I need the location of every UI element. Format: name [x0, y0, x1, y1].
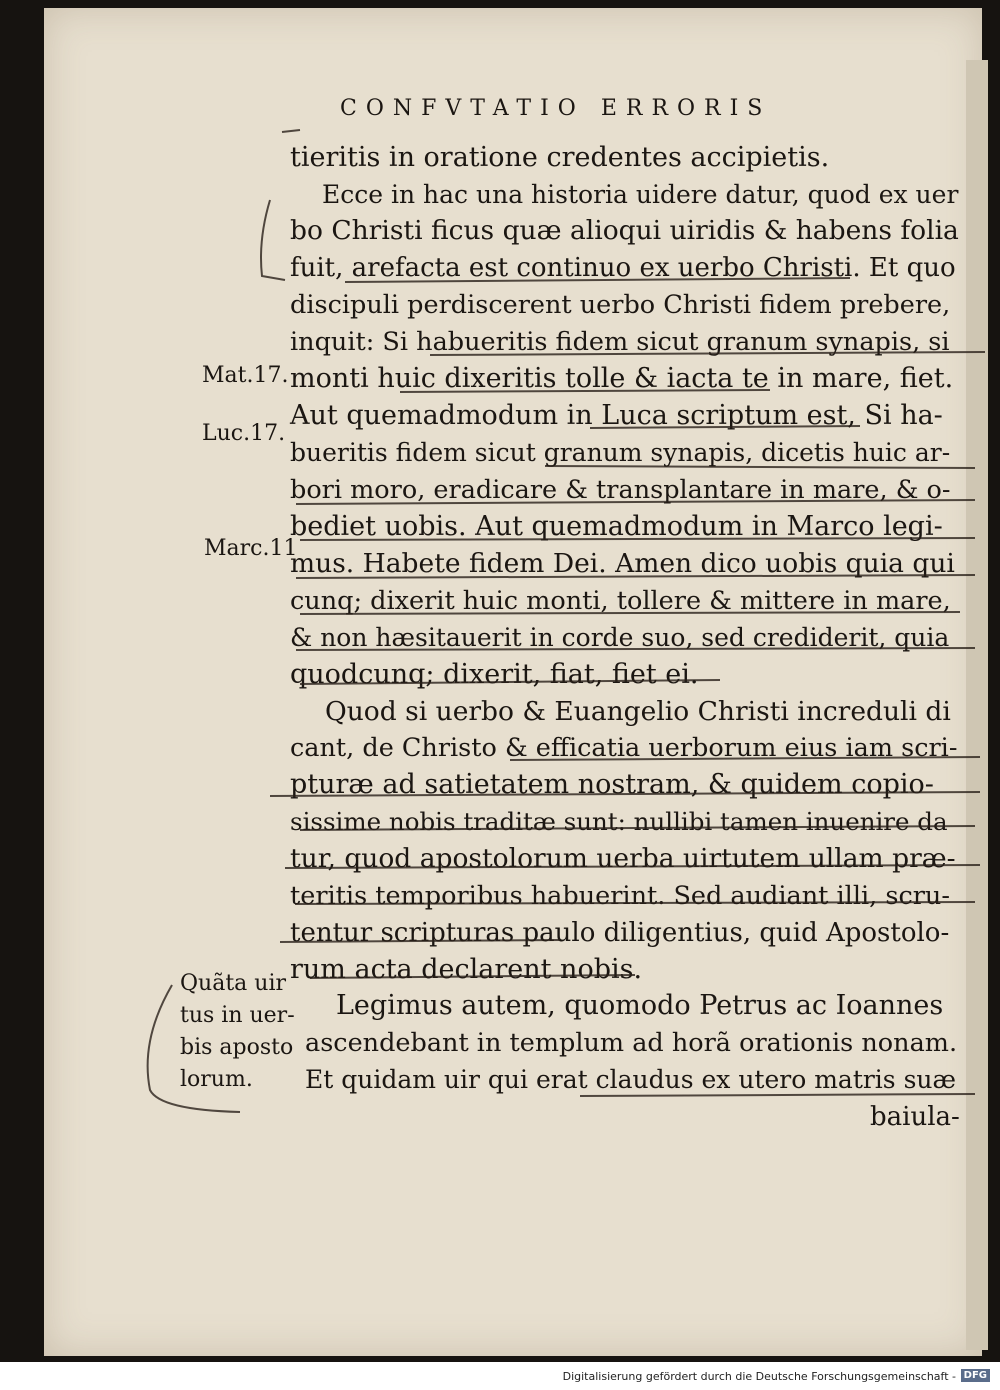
text-line: fuit, arefacta est continuo ex uerbo Christi. Et quo — [290, 253, 956, 283]
text-line: monti huic dixeritis tolle & iacta te in mare, fiet. — [290, 363, 954, 394]
dfg-logo: DFG — [961, 1369, 990, 1382]
text-line: bediet uobis. Aut quemadmodum in Marco legi- — [290, 511, 943, 542]
text-line: discipuli perdiscerent uerbo Christi fidem prebere, — [290, 290, 951, 320]
text-line: quodcunq; dixerit, fiat, fiet ei. — [290, 659, 699, 690]
text-line: & non hæsitauerit in corde suo, sed crediderit, quia — [290, 623, 950, 652]
text-line: inquit: Si habueritis fidem sicut granum synapis, si — [290, 327, 950, 357]
text-line: Et quidam uir qui erat claudus ex utero matris suæ — [305, 1065, 957, 1094]
margin-gloss-line: Quãta uir — [180, 971, 286, 996]
text-line: rum acta declarent nobis. — [290, 954, 643, 985]
text-line: tieritis in oratione credentes accipietis. — [290, 142, 830, 173]
text-line: ascendebant in templum ad horã orationis nonam. — [305, 1028, 958, 1058]
text-line: tur, quod apostolorum uerba uirtutem ullam præ- — [290, 843, 956, 874]
text-line: Aut quemadmodum in Luca scriptum est, Si ha- — [290, 400, 943, 431]
text-line: teritis temporibus habuerint. Sed audiant illi, scru- — [290, 881, 950, 911]
text-line: sissime nobis traditæ sunt: nullibi tamen inuenire da — [290, 807, 948, 836]
catchword: baiula- — [870, 1102, 960, 1132]
ink-bracket — [148, 985, 240, 1112]
text-line: pturæ ad satietatem nostram, & quidem copio- — [290, 769, 934, 800]
text-line: cunq; dixerit huic monti, tollere & mittere in mare, — [290, 586, 951, 616]
text-line: mus. Habete fidem Dei. Amen dico uobis quia qui — [290, 548, 955, 579]
margin-note-marc: Marc.11 — [204, 536, 298, 561]
margin-gloss-line: bis aposto — [180, 1035, 294, 1060]
text-line: Quod si uerbo & Euangelio Christi increduli di — [325, 696, 951, 727]
text-line: bueritis fidem sicut granum synapis, dicetis huic ar- — [290, 438, 951, 467]
text-line: cant, de Christo & efficatia uerborum eius iam scri- — [290, 733, 958, 763]
ink-bracket — [261, 200, 285, 280]
text-line: tentur scripturas paulo diligentius, quid Apostolo- — [290, 918, 950, 948]
margin-gloss-line: tus in uer- — [180, 1003, 295, 1028]
running-title: CONFVTATIO ERRORIS — [340, 96, 772, 121]
margin-note-mat: Mat.17. — [202, 363, 289, 388]
text-line: bori moro, eradicare & transplantare in mare, & o- — [290, 475, 951, 505]
margin-note-luc: Luc.17. — [202, 421, 286, 446]
footer-credit: Digitalisierung gefördert durch die Deutsche Forschungsgemeinschaft - — [562, 1370, 956, 1383]
margin-gloss-line: lorum. — [180, 1067, 253, 1092]
text-line: Legimus autem, quomodo Petrus ac Ioannes — [336, 990, 944, 1021]
text-line: Ecce in hac una historia uidere datur, quod ex uer — [322, 180, 959, 209]
text-line: bo Christi ficus quæ alioqui uiridis & habens folia — [290, 215, 959, 246]
footer-bar — [0, 1362, 1000, 1390]
